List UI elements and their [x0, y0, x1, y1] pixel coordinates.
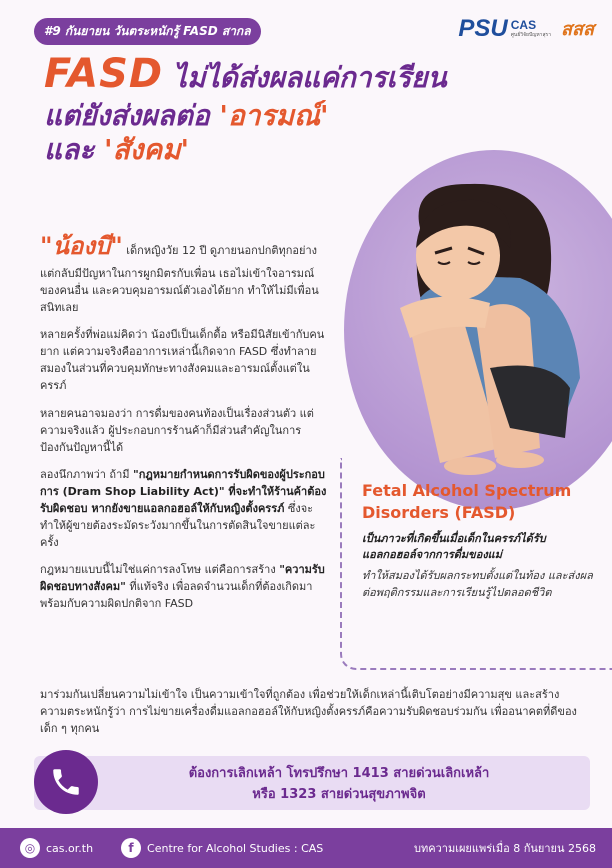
hotline-line-2: หรือ 1323 สายด่วนสุขภาพจิต [252, 786, 426, 802]
footer-published-date: บทความเผยแพร่เมื่อ 8 กันยายน 2568 [414, 842, 596, 855]
paragraph-intro: "น้องบี" เด็กหญิงวัย 12 ปี ดูภายนอกปกติทุกอย่าง แต่กลับมีปัญหาในการผูกมิตรกับเพื่อน เธอไม่เข้าใจอารมณ์ของคนอื่น และควบคุมอารมณ์ตัวเองได้ยาก ทำให้ไม่มีเพื่อนสนิทเลย [40, 232, 319, 315]
closing-paragraph: มาร่วมกันเปลี่ยนความไม่เข้าใจ เป็นความเข้าใจที่ถูกต้อง เพื่อช่วยให้เด็กเหล่านี้เติบโตอย่างมีความสุข และสร้างความตระหนักรู้ว่า การไม่ขายเครื่องดื่มแอลกอฮอล์ให้กับหญิงตั้งครรภ์คือความรับผิดชอบร่วมกัน เพื่ออนาคตที่ดีของเด็ก ๆ ทุกคน [40, 688, 577, 736]
partner-logos [458, 14, 594, 43]
facebook-icon: f [121, 838, 141, 858]
paragraph-4: ลองนึกภาพว่า ถ้ามี "กฎหมายกำหนดการรับผิดของผู้ประกอบการ (Dram Shop Liability Act)" ที่จะทำให้ร้านค้าต้องรับผิดชอบ หากยังขายแอลกอฮอล์ให้กับหญิงตั้งครรภ์ ซึ่งจะทำให้ผู้ขายต้องระมัดระวังมากขึ้นในการตัดสินใจขายแต่ละครั้ง [40, 467, 327, 549]
footer [0, 828, 612, 868]
hotline-line-1: ต้องการเลิกเหล้า โทรปรึกษา 1413 สายด่วนเลิกเหล้า [188, 766, 490, 781]
character-name: "น้องบี" [40, 232, 123, 260]
thaihealth-logo: สสส [561, 19, 594, 40]
footer-facebook[interactable]: f Centre for Alcohol Studies : CAS [121, 838, 323, 858]
sad-girl-illustration [380, 178, 590, 478]
article-body [40, 228, 332, 622]
paragraph-5: กฎหมายแบบนี้ไม่ใช่แค่การลงโทษ แต่คือการสร้าง "ความรับผิดชอบทางสังคม" ที่แท้จริง เพื่อลดจำนวนเด็กที่ต้องเกิดมาพร้อมกับความผิดปกติจาก FASD [40, 562, 325, 610]
psu-cas-logo: PSU CAS ศูนย์วิจัยปัญหาสุรา [458, 14, 552, 42]
headline-fasd: FASD [44, 51, 164, 97]
fasd-definition-text: เป็นภาวะที่เกิดขึ้นเมื่อเด็กในครรภ์ได้รับแอลกอฮอล์จากการดื่มของแม่ [362, 532, 546, 562]
phone-icon [34, 750, 98, 814]
headline: FASD ไม่ได้ส่งผลแค่การเรียน แต่ยังส่งผลต่อ 'อารมณ์' และ 'สังคม' [44, 51, 447, 166]
fasd-title: Fetal Alcohol Spectrum Disorders (FASD) [362, 481, 572, 522]
fasd-definition [362, 480, 598, 601]
paragraph-3: หลายคนอาจมองว่า การดื่มของคนท้องเป็นเรื่องส่วนตัว แต่ความจริงแล้ว ผู้ประกอบการร้านค้าก็มีส่วนสำคัญในการป้องกันปัญหานี้ได้ [40, 406, 314, 454]
paragraph-2: หลายครั้งที่พ่อแม่คิดว่า น้องบีเป็นเด็กดื้อ หรือมีนิสัยเข้ากับคนยาก แต่ความจริงคืออาการเหล่านี้เกิดจาก FASD ซึ่งทำลายสมองในส่วนที่ควบคุมทักษะทางสังคมและอารมณ์ตั้งแต่ในครรภ์ [40, 328, 325, 393]
hotline-text [104, 764, 574, 806]
fasd-description: ทำให้สมองได้รับผลกระทบตั้งแต่ในท้อง และส่งผลต่อพฤติกรรมและการเรียนรู้ไปตลอดชีวิต [362, 569, 593, 600]
date-tag: #9 กันยายน วันตระหนักรู้ FASD สากล [34, 18, 261, 45]
footer-website[interactable]: ◎ cas.or.th [20, 838, 93, 858]
globe-icon: ◎ [20, 838, 40, 858]
